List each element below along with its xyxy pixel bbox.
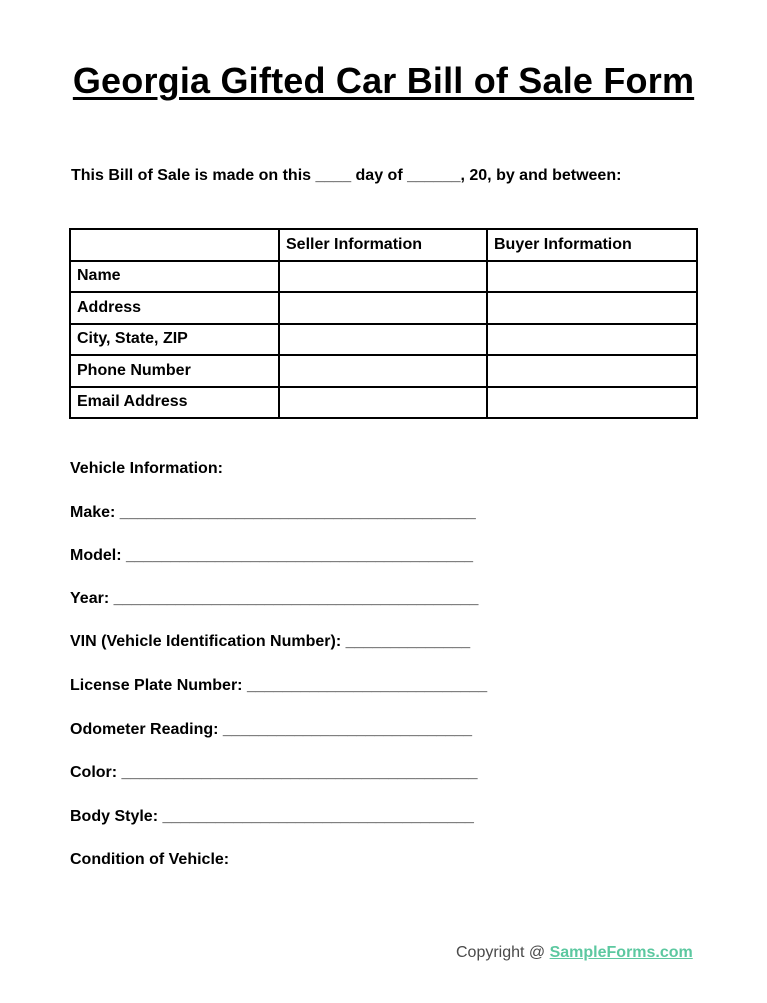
table-row bbox=[70, 324, 697, 356]
color-field[interactable]: Color: ________________________________________ bbox=[70, 764, 478, 781]
table-row bbox=[70, 387, 697, 419]
row-label-address: Address bbox=[70, 292, 279, 324]
buyer-address-cell[interactable] bbox=[487, 292, 697, 324]
seller-address-cell[interactable] bbox=[279, 292, 487, 324]
model-field[interactable]: Model: _______________________________________ bbox=[70, 547, 474, 564]
table-row bbox=[70, 355, 697, 387]
header-cell-seller: Seller Information bbox=[279, 229, 487, 261]
copyright-prefix: Copyright @ bbox=[456, 944, 550, 961]
copyright-notice bbox=[456, 944, 693, 962]
header-cell-blank bbox=[70, 229, 279, 261]
make-field[interactable]: Make: ________________________________________ bbox=[70, 504, 476, 521]
page-title: Georgia Gifted Car Bill of Sale Form bbox=[72, 60, 695, 101]
buyer-phone-cell[interactable] bbox=[487, 355, 697, 387]
parties-table bbox=[69, 228, 698, 419]
seller-phone-cell[interactable] bbox=[279, 355, 487, 387]
seller-city-state-zip-cell[interactable] bbox=[279, 324, 487, 356]
intro-statement: This Bill of Sale is made on this ____ day of ______, 20, by and between: bbox=[71, 167, 622, 184]
license-plate-field[interactable]: License Plate Number: ___________________________ bbox=[70, 677, 488, 694]
seller-name-cell[interactable] bbox=[279, 261, 487, 293]
condition-label: Condition of Vehicle: bbox=[70, 851, 230, 868]
body-style-field[interactable]: Body Style: ___________________________________ bbox=[70, 808, 474, 825]
row-label-name: Name bbox=[70, 261, 279, 293]
vin-field[interactable]: VIN (Vehicle Identification Number): ______________ bbox=[70, 633, 471, 650]
buyer-name-cell[interactable] bbox=[487, 261, 697, 293]
row-label-email: Email Address bbox=[70, 387, 279, 419]
table-header-row bbox=[70, 229, 697, 261]
header-cell-buyer: Buyer Information bbox=[487, 229, 697, 261]
seller-email-cell[interactable] bbox=[279, 387, 487, 419]
buyer-email-cell[interactable] bbox=[487, 387, 697, 419]
vehicle-info-heading: Vehicle Information: bbox=[70, 460, 223, 477]
table-row bbox=[70, 261, 697, 293]
table-row bbox=[70, 292, 697, 324]
odometer-field[interactable]: Odometer Reading: ____________________________ bbox=[70, 721, 473, 738]
buyer-city-state-zip-cell[interactable] bbox=[487, 324, 697, 356]
row-label-city-state-zip: City, State, ZIP bbox=[70, 324, 279, 356]
row-label-phone: Phone Number bbox=[70, 355, 279, 387]
brand-link[interactable]: SampleForms.com bbox=[549, 944, 693, 961]
year-field[interactable]: Year: _________________________________________ bbox=[70, 590, 479, 607]
